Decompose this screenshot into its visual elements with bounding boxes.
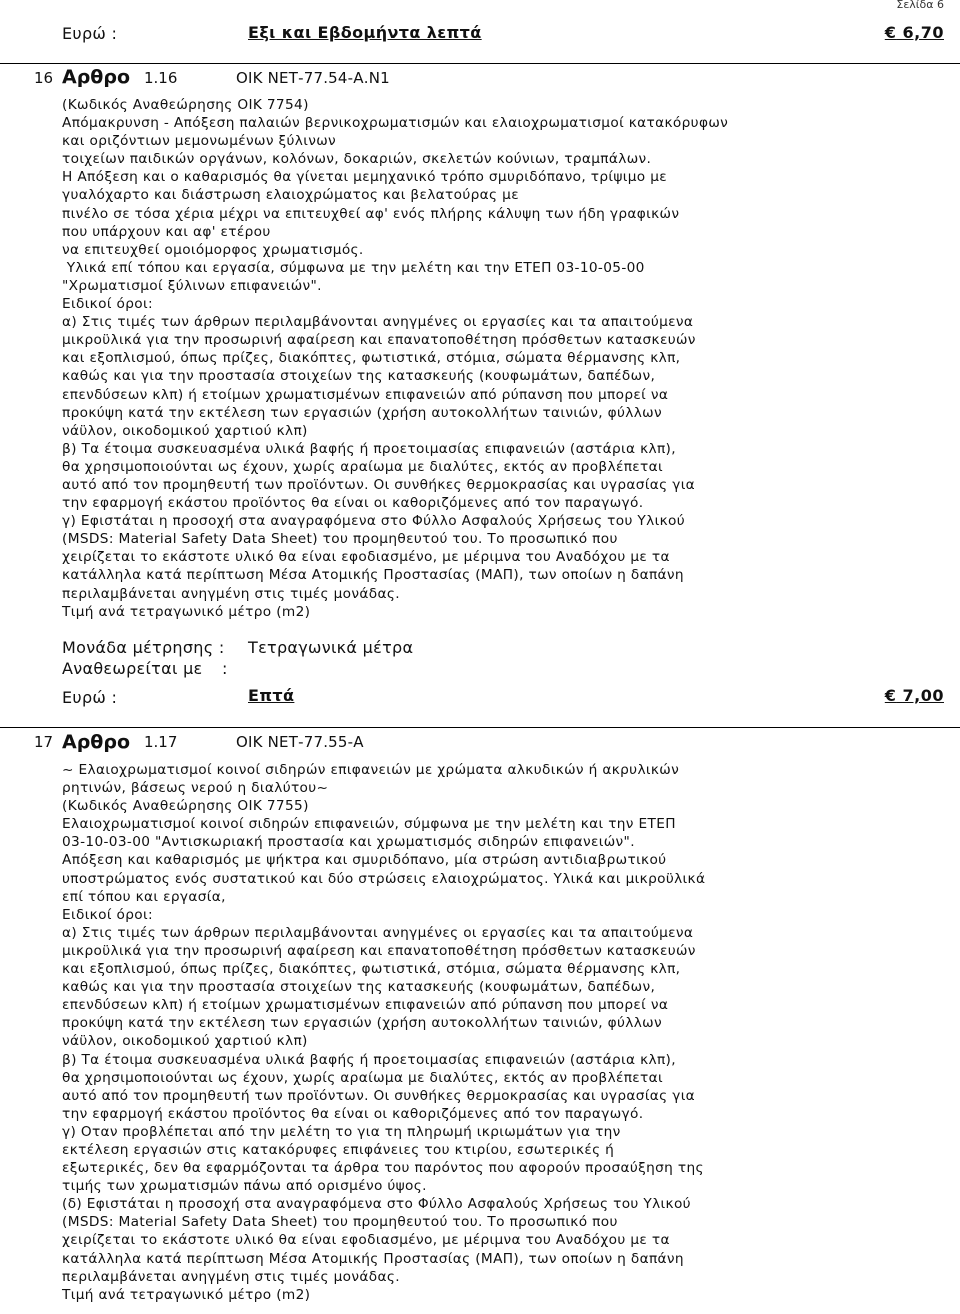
description-line: γ) Εφιστάται η προσοχή στα αναγραφόμενα στο Φύλλο Ασφαλούς Χρήσεως του Υλικού: [62, 513, 685, 530]
description-line: και εξοπλισμού, όπως πρίζες, διακόπτες, φωτιστικά, στόμια, σώματα θέρμανσης κλπ,: [62, 961, 681, 978]
description-line: Απόμακρυνση - Απόξεση παλαιών βερνικοχρωματισμών και ελαιοχρωματισμοί κατακόρυφων: [62, 115, 729, 132]
article-code: ΟΙΚ ΝΕΤ-77.55-Α: [236, 733, 364, 751]
description-line: 03-10-03-00 "Αντισκωριακή προστασία και χρωματισμός σιδηρών επιφανειών".: [62, 834, 635, 851]
description-line: (δ) Εφιστάται η προσοχή στα αναγραφόμενα στο Φύλλο Ασφαλούς Χρήσεως του Υλικού: [62, 1196, 691, 1213]
description-line: β) Τα έτοιμα συσκευασμένα υλικά βαφής ή προετοιμασίας επιφανειών (αστάρια κλπ),: [62, 440, 676, 457]
description-line: μικροϋλικά για την προσωρινή αφαίρεση και επανατοποθέτηση πρόσθετων κατασκευών: [62, 942, 696, 959]
description-line: Απόξεση και καθαρισμός με ψήκτρα και σμυριδόπανο, μία στρώση αντιδιαβρωτικού: [62, 852, 667, 869]
description-line: αυτό από τον προμηθευτή των προϊόντων. Οι συνθήκες θερμοκρασίας και υγρασίας για: [62, 1087, 696, 1104]
article-number: 1.16: [144, 69, 178, 87]
description-line: ρητινών, βάσεως νερού η διαλύτου~: [62, 780, 329, 797]
description-line: Τιμή ανά τετραγωνικό μέτρο (m2): [62, 603, 311, 620]
description-line: ~ Ελαιοχρωματισμοί κοινοί σιδηρών επιφανειών με χρώματα αλκυδικών ή ακρυλικών: [62, 762, 680, 778]
description-line: θα χρησιμοποιούνται ως έχουν, χωρίς αραίωμα με διαλύτες, εκτός αν προβλέπεται: [62, 1069, 663, 1086]
description-line: β) Τα έτοιμα συσκευασμένα υλικά βαφής ή προετοιμασίας επιφανειών (αστάρια κλπ),: [62, 1051, 676, 1068]
description-line: και οριζόντιων μεμονωμένων ξύλινων: [62, 133, 337, 150]
divider: [0, 63, 960, 64]
divider: [0, 727, 960, 728]
description-line: γυαλόχαρτο και διάστρωση ελαιοχρώματος και βελατούρας με: [62, 187, 519, 204]
article-code: ΟΙΚ ΝΕΤ-77.54-Α.Ν1: [236, 69, 390, 87]
description-line: (MSDS: Material Safety Data Sheet) του προμηθευτού του. Το προσωπικό που: [62, 531, 618, 548]
description-line: Υλικά επί τόπου και εργασία, σύμφωνα με την μελέτη και την ΕΤΕΠ 03-10-05-00: [62, 259, 645, 276]
price-label: Ευρώ :: [62, 24, 118, 43]
description-line: Ειδικοί όροι:: [62, 906, 153, 923]
page-number: Σελίδα 6: [896, 0, 944, 11]
euro-icon: €: [884, 23, 897, 42]
description-line: θα χρησιμοποιούνται ως έχουν, χωρίς αραίωμα με διαλύτες, εκτός αν προβλέπεται: [62, 458, 663, 475]
description-line: (MSDS: Material Safety Data Sheet) του προμηθευτού του. Το προσωπικό που: [62, 1214, 618, 1231]
description-line: νάϋλον, οικοδομικού χαρτιού κλπ): [62, 1033, 308, 1050]
description-line: Η Απόξεση και ο καθαρισμός θα γίνεται μεμηχανικό τρόπο σμυριδόπανο, τρίψιμο με: [62, 169, 668, 186]
article-label: Αρθρο: [62, 66, 131, 88]
description-line: πινέλο σε τόσα χέρια μέχρι να επιτευχθεί αφ' ενός πλήρης κάλυψη των ήδη γραφικών: [62, 205, 680, 222]
description-line: κατάλληλα κατά περίπτωση Μέσα Ατομικής Προστασίας (ΜΑΠ), των οποίων η δαπάνη: [62, 1250, 684, 1267]
article-label: Αρθρο: [62, 731, 131, 753]
description-line: χειρίζεται το εκάστοτε υλικό θα είναι εφοδιασμένο, με μέριμνα του Αναδόχου με τα: [62, 549, 670, 566]
price-amount: [885, 23, 944, 42]
description-line: καθώς και για την προστασία στοιχείων της κατασκευής (κουφωμάτων, δαπέδων,: [62, 979, 656, 996]
description-line: κατάλληλα κατά περίπτωση Μέσα Ατομικής Προστασίας (ΜΑΠ), των οποίων η δαπάνη: [62, 567, 684, 584]
description-line: επί τόπου και εργασία,: [62, 888, 226, 905]
description-line: περιλαμβάνεται ανηγμένη στις τιμές μονάδας.: [62, 1268, 400, 1285]
price-label: Ευρώ :: [62, 688, 118, 707]
description-line: α) Στις τιμές των άρθρων περιλαμβάνονται ανηγμένες οι εργασίες και τα απαιτούμενα: [62, 314, 694, 331]
description-line: α) Στις τιμές των άρθρων περιλαμβάνονται ανηγμένες οι εργασίες και τα απαιτούμενα: [62, 924, 694, 941]
description-line: νάϋλον, οικοδομικού χαρτιού κλπ): [62, 422, 308, 439]
description-line: "Χρωματισμοί ξύλινων επιφανειών".: [62, 277, 322, 294]
description-line: τοιχείων παιδικών οργάνων, κολόνων, δοκαριών, σκελετών κούνιων, τραμπάλων.: [62, 151, 652, 168]
description-line: επενδύσεων κλπ) ή ετοίμων χρωματισμένων επιφανειών από ρύπανση που μπορεί να: [62, 386, 669, 403]
description-line: μικροϋλικά για την προσωρινή αφαίρεση και επανατοποθέτηση πρόσθετων κατασκευών: [62, 332, 696, 349]
description-line: Ελαιοχρωματισμοί κοινοί σιδηρών επιφανειών, σύμφωνα με την μελέτη και την ΕΤΕΠ: [62, 816, 676, 833]
description-line: Ειδικοί όροι:: [62, 296, 153, 313]
description-line: και εξοπλισμού, όπως πρίζες, διακόπτες, φωτιστικά, στόμια, σώματα θέρμανσης κλπ,: [62, 350, 681, 367]
description-line: Τιμή ανά τετραγωνικό μέτρο (m2): [62, 1286, 311, 1303]
description-line: επενδύσεων κλπ) ή ετοίμων χρωματισμένων επιφανειών από ρύπανση που μπορεί να: [62, 997, 669, 1014]
description-line: (Κωδικός Αναθεώρησης ΟΙΚ 7755): [62, 798, 309, 815]
price-in-words: Επτά: [248, 686, 295, 705]
description-line: τιμής των χρωματισμών πάνω από ορισμένο ύψος.: [62, 1178, 427, 1195]
description-line: (Κωδικός Αναθεώρησης ΟΙΚ 7754): [62, 97, 309, 113]
article-description: [62, 761, 705, 1304]
price-amount: [885, 686, 944, 705]
price-amount-value: 7,00: [902, 686, 944, 705]
description-line: εκτέλεση εργασιών στις κατακόρυφες επιφάνειες του κτιρίου, εσωτερικές ή: [62, 1141, 615, 1158]
article-index: 17: [34, 733, 54, 751]
description-line: χειρίζεται το εκάστοτε υλικό θα είναι εφοδιασμένο, με μέριμνα του Αναδόχου με τα: [62, 1232, 670, 1249]
description-line: να επιτευχθεί ομοιόμορφος χρωματισμός.: [62, 241, 364, 258]
description-line: την εφαρμογή εκάστου προϊόντος θα είναι οι καθοριζόμενες από τον παραγωγό.: [62, 495, 644, 512]
description-line: την εφαρμογή εκάστου προϊόντος θα είναι οι καθοριζόμενες από τον παραγωγό.: [62, 1105, 644, 1122]
description-line: υποστρώματος ενός συστατικού και δύο στρώσεις ελαιοχρώματος. Υλικά και μικροϋλικά: [62, 870, 706, 887]
unit-label: Μονάδα μέτρησης :: [62, 638, 225, 657]
description-line: περιλαμβάνεται ανηγμένη στις τιμές μονάδας.: [62, 585, 400, 602]
revision-label: Αναθεωρείται με: [62, 659, 203, 678]
description-line: εξωτερικές, δεν θα εφαρμόζονται τα άρθρα του παρόντος που αφορούν προσαύξηση της: [62, 1160, 704, 1177]
description-line: προκύψη κατά την εκτέλεση των εργασιών (χρήση αυτοκολλήτων ταινιών, φύλλων: [62, 1015, 662, 1032]
description-line: καθώς και για την προστασία στοιχείων της κατασκευής (κουφωμάτων, δαπέδων,: [62, 368, 656, 385]
article-description: [62, 96, 728, 621]
description-line: γ) Οταν προβλέπεται από την μελέτη το για τη πληρωμή ικριωμάτων για την: [62, 1123, 621, 1140]
revision-colon: :: [222, 659, 228, 678]
price-amount-value: 6,70: [902, 23, 944, 42]
unit-value: Τετραγωνικά μέτρα: [248, 638, 414, 657]
price-in-words: Εξι και Εβδομήντα λεπτά: [248, 23, 482, 42]
euro-icon: €: [884, 686, 897, 705]
description-line: αυτό από τον προμηθευτή των προϊόντων. Οι συνθήκες θερμοκρασίας και υγρασίας για: [62, 476, 696, 493]
article-number: 1.17: [144, 733, 178, 751]
article-index: 16: [34, 69, 54, 87]
description-line: προκύψη κατά την εκτέλεση των εργασιών (χρήση αυτοκολλήτων ταινιών, φύλλων: [62, 404, 662, 421]
description-line: που υπάρχουν και αφ' ετέρου: [62, 223, 271, 240]
